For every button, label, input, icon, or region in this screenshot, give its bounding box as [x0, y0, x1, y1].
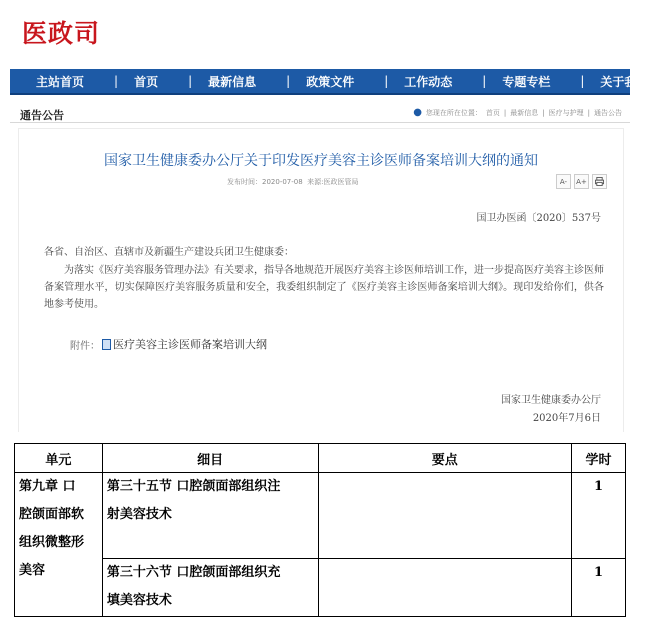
- nav-separator: |: [188, 74, 193, 88]
- document-number: 国卫办医函〔2020〕537号: [476, 213, 601, 224]
- main-nav: [10, 69, 649, 95]
- nav-item-home[interactable]: 首页: [134, 74, 159, 89]
- document-icon: [102, 339, 111, 350]
- nav-item-work[interactable]: 工作动态: [404, 74, 453, 89]
- article-body: 为落实《医疗美容服务管理办法》有关要求，指导各地规范开展医疗美容主诊医师培训工作，进一步提高医疗美容主诊医师备案管理水平，切实保障医疗美容服务质量和安全，我委组织制定了《医疗美容主诊医师备案培训大纲》。现印发给你们，供各地参考使用。: [44, 265, 604, 310]
- item-cell: [102, 559, 318, 617]
- breadcrumb-separator: |: [587, 108, 590, 117]
- hours-value: 1: [594, 565, 604, 580]
- section-header: [10, 100, 630, 123]
- nav-separator: |: [482, 74, 487, 88]
- print-icon[interactable]: [592, 174, 607, 189]
- breadcrumb-item-home[interactable]: 首页: [485, 108, 500, 117]
- nav-separator: |: [580, 74, 585, 88]
- header-item: 细目: [102, 444, 318, 473]
- article-meta: [227, 177, 359, 187]
- hours-cell: [572, 473, 626, 559]
- nav-item-about[interactable]: 关于我们: [600, 74, 649, 89]
- breadcrumb-item-medical[interactable]: 医疗与护理: [548, 108, 584, 117]
- font-decrease-icon[interactable]: A-: [556, 174, 571, 189]
- breadcrumb-item-latest[interactable]: 最新信息: [510, 108, 539, 117]
- breadcrumb-separator: |: [503, 108, 507, 117]
- breadcrumb-prefix: 您现在所在位置：: [425, 108, 482, 117]
- publish-date: 发布时间：2020-07-08: [227, 178, 303, 186]
- issuer: 国家卫生健康委办公厅: [501, 395, 601, 406]
- table-row: [15, 559, 626, 617]
- header-points: 要点: [318, 444, 572, 473]
- syllabus-table: [14, 443, 626, 617]
- breadcrumb-separator: |: [542, 108, 545, 117]
- item-line: 射美容技术: [106, 507, 172, 522]
- hours-cell: [572, 559, 626, 617]
- item-cell: [102, 473, 318, 559]
- section-title: 通告公告: [20, 109, 64, 122]
- unit-line: 第九章 口: [19, 479, 76, 494]
- unit-line: 组织微整形: [19, 535, 85, 550]
- breadcrumb: [413, 107, 622, 118]
- header-hours: 学时: [572, 444, 626, 473]
- site-logo[interactable]: 医政司: [22, 19, 101, 48]
- unit-line: 美容: [19, 563, 46, 578]
- nav-item-latest[interactable]: 最新信息: [208, 74, 257, 89]
- breadcrumb-item-current: 通告公告: [594, 108, 622, 117]
- points-cell: [318, 559, 572, 617]
- article-card: [18, 128, 624, 432]
- item-line: 第三十五节 口腔颌面部组织注: [106, 479, 281, 494]
- table-row: [15, 473, 626, 559]
- article-title: 国家卫生健康委办公厅关于印发医疗美容主诊医师备案培训大纲的通知: [104, 153, 538, 169]
- item-line: 填美容技术: [106, 593, 172, 608]
- article-source: 来源:医政医管局: [307, 178, 359, 186]
- unit-line: 腔颌面部软: [19, 507, 85, 522]
- header-unit: 单元: [15, 444, 103, 473]
- nav-item-policy[interactable]: 政策文件: [306, 74, 355, 89]
- hours-value: 1: [594, 479, 604, 494]
- addressee: 各省、自治区、直辖市及新疆生产建设兵团卫生健康委：: [44, 247, 294, 258]
- nav-item-topics[interactable]: 专题专栏: [502, 74, 551, 89]
- points-cell: [318, 473, 572, 559]
- issue-date: 2020年7月6日: [532, 413, 601, 424]
- unit-cell: [15, 473, 103, 617]
- nav-separator: |: [384, 74, 389, 88]
- attachment: [70, 336, 267, 352]
- location-pin-icon: ●: [413, 107, 422, 118]
- nav-separator: |: [286, 74, 291, 88]
- nav-item-main-home[interactable]: 主站首页: [36, 74, 85, 89]
- item-line: 第三十六节 口腔颌面部组织充: [106, 565, 281, 580]
- table-header-row: [15, 444, 626, 473]
- attachment-label: 附件：: [70, 340, 100, 352]
- font-increase-icon[interactable]: A+: [574, 174, 589, 189]
- nav-separator: |: [114, 74, 119, 88]
- attachment-link[interactable]: 医疗美容主诊医师备案培训大纲: [113, 338, 267, 351]
- article-tools: [556, 174, 607, 189]
